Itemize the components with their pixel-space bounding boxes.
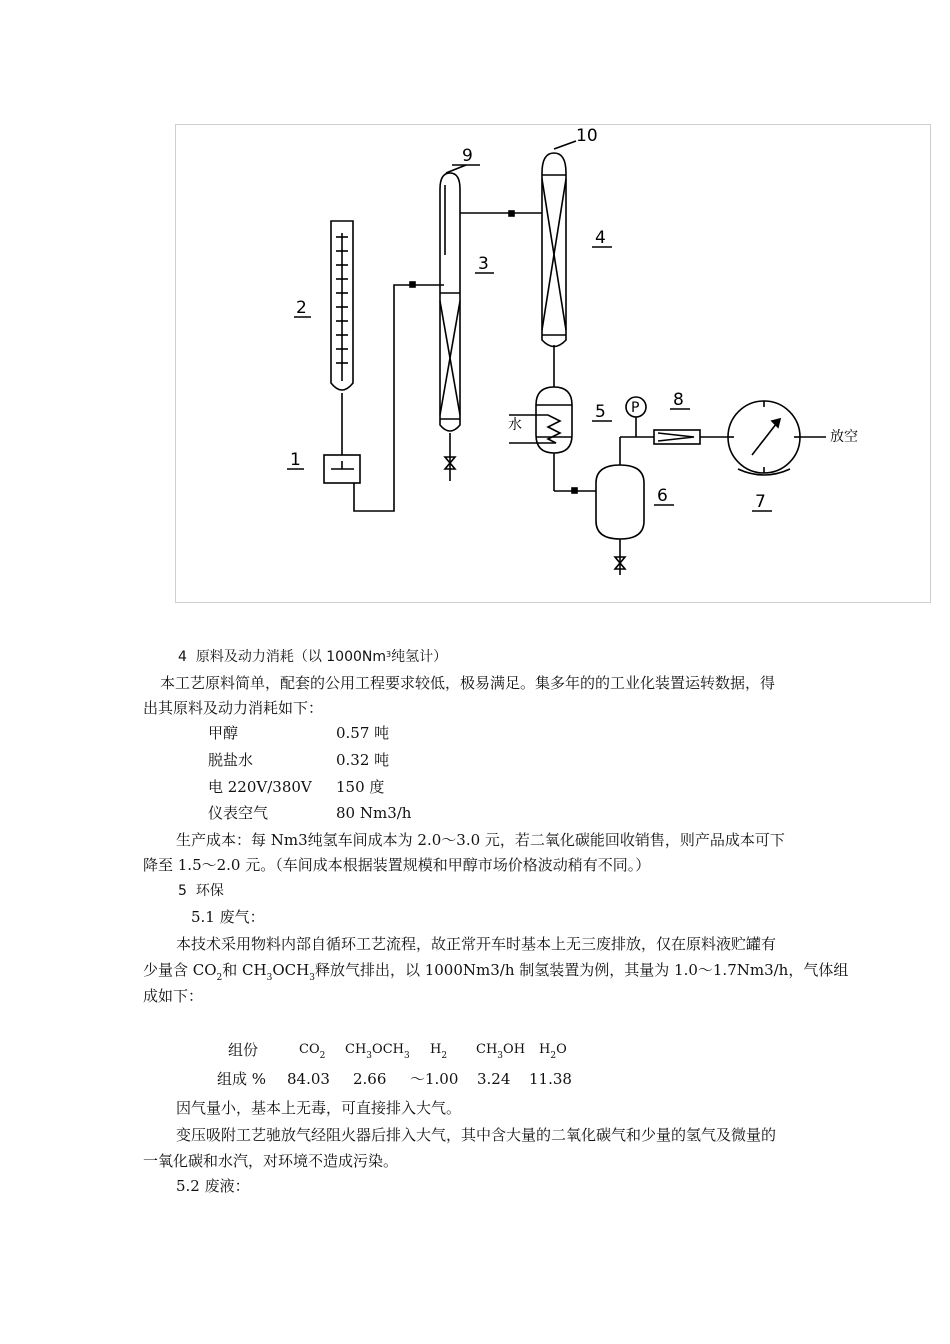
section5-heading [178, 881, 224, 901]
section4-intro-line2: 出其原料及动力消耗如下： [143, 699, 324, 717]
vent-label: 放空 [830, 429, 858, 445]
table-head-h2o: $H_2O$ [539, 1042, 567, 1061]
p2: 因气量小，基本上无毒，可直接排入大气。 [176, 1099, 462, 1117]
p3-line2: 一氧化碳和水汽，对环境不造成污染。 [143, 1152, 399, 1170]
label-8: 8 [673, 390, 684, 410]
separator-6 [596, 397, 654, 575]
section5-title: 环保 [195, 883, 224, 899]
label-3: 3 [478, 254, 489, 274]
table-head-h2: $H_2$ [430, 1042, 448, 1061]
item-value-methanol: 0.57 吨 [336, 724, 390, 742]
table-value-dme: 2.66 [353, 1070, 387, 1088]
table-head-co2: $CO_2$ [299, 1042, 326, 1061]
label-4: 4 [595, 228, 606, 248]
label-7: 7 [755, 492, 766, 512]
section4-title-post: 纯氢计） [391, 649, 448, 665]
p1-line2-c: OCH [272, 961, 310, 979]
section4-title-pre: 原料及动力消耗（以 1000Nm [195, 649, 387, 665]
p1-line2-a: 少量含 CO [143, 961, 217, 979]
section4-number: 4 [178, 649, 187, 665]
item-name-electricity: 电 220V/380V [208, 778, 312, 796]
item-name-air: 仪表空气 [208, 804, 269, 822]
table-value-h2: ～1.00 [410, 1070, 459, 1088]
p1-line2-d: 释放气排出，以 1000Nm3/h 制氢装置为例，其量为 1.0～1.7Nm3/h，气体组 [314, 961, 849, 979]
table-head-methanol: $CH_3OH$ [476, 1042, 526, 1061]
table-value-h2o: 11.38 [529, 1070, 572, 1088]
process-flow-diagram [175, 124, 931, 603]
p3-line1: 变压吸附工艺驰放气经阻火器后排入大气，其中含大量的二氧化碳气和少量的氢气及微量的 [176, 1126, 777, 1144]
process-flow-svg [176, 125, 932, 604]
column-4 [542, 153, 566, 387]
section4-intro-line1: 本工艺原料简单，配套的公用工程要求较低，极易满足。集多年的的工业化装置运转数据，得 [160, 674, 776, 692]
item-value-air: 80 Nm3/h [336, 804, 412, 822]
p1-line2-b: 和 CH [222, 961, 267, 979]
label-6: 6 [657, 486, 668, 506]
label-9: 9 [462, 146, 473, 166]
p1-line1: 本技术采用物料内部自循环工艺流程，故正常开车时基本上无三废排放，仅在原料液贮罐有 [176, 935, 777, 953]
cost-line1: 生产成本：每 Nm3纯氢车间成本为 2.0～3.0 元，若二氧化碳能回收销售，则产品成本可下 [176, 831, 785, 849]
subsection-5-2: 5.2 废液： [176, 1177, 250, 1195]
flame-arrester-8 [654, 430, 728, 444]
label-2: 2 [296, 298, 307, 318]
pressure-gauge-label: P [631, 400, 640, 416]
item-name-methanol: 甲醇 [208, 724, 239, 742]
gas-meter-7 [728, 401, 826, 475]
label-5: 5 [595, 402, 606, 422]
label-1: 1 [290, 450, 301, 470]
column-3 [440, 173, 460, 481]
table-row-label: 组成 % [217, 1070, 267, 1088]
heat-exchanger-5 [509, 387, 596, 493]
section5-number: 5 [178, 883, 187, 899]
item-value-electricity: 150 度 [336, 778, 385, 796]
item-value-water: 0.32 吨 [336, 751, 390, 769]
table-value-methanol: 3.24 [477, 1070, 511, 1088]
label-10: 10 [576, 126, 598, 146]
p1-line3: 成如下： [143, 987, 204, 1005]
section4-title-sup: 3 [386, 650, 392, 659]
section4-heading [178, 645, 447, 667]
table-value-co2: 84.03 [287, 1070, 330, 1088]
subsection-5-1: 5.1 废气： [191, 908, 265, 926]
water-label: 水 [508, 417, 522, 433]
graduated-tube-2 [331, 221, 353, 455]
cost-line2: 降至 1.5～2.0 元。（车间成本根据装置规模和甲醇市场价格波动稍有不同。） [143, 856, 651, 874]
p1-line2: 少量含 $CO_2$和 $CH_3OCH_3$释放气排出，以 1000Nm3/h 制氢装置为例，其量为 1.0～1.7Nm3/h，气体组 [143, 961, 849, 983]
table-head-label: 组份 [228, 1041, 259, 1059]
table-head-dme: $CH_3OCH_3$ [345, 1042, 410, 1061]
item-name-water: 脱盐水 [208, 751, 254, 769]
